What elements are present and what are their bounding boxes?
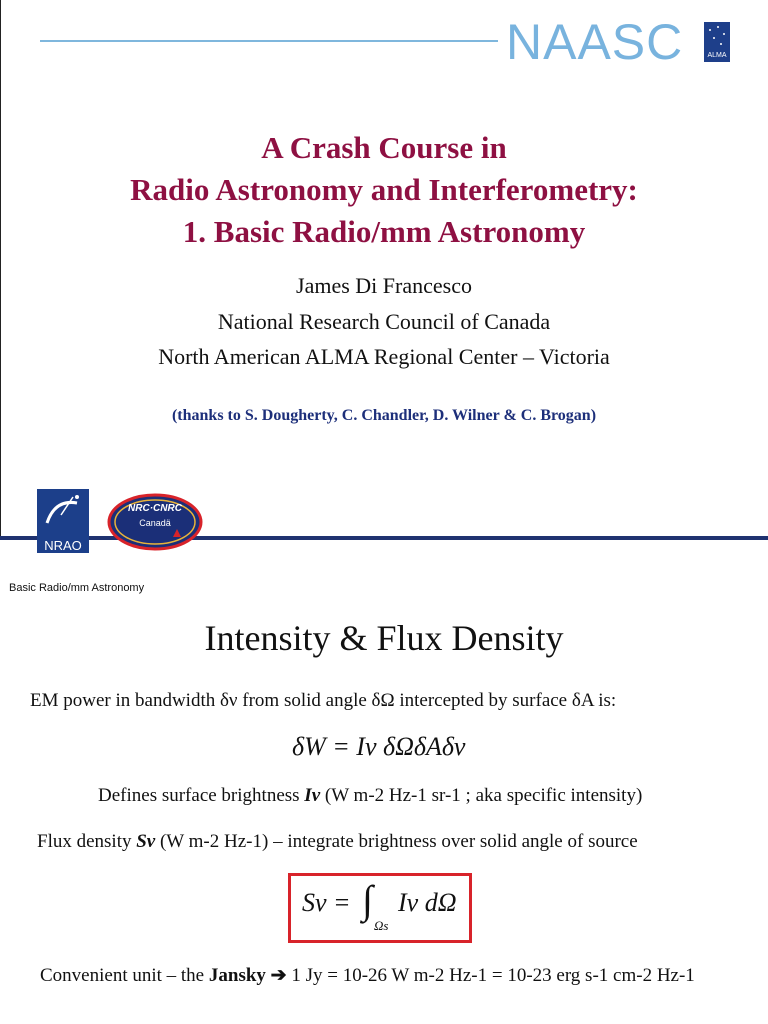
title-line-1: A Crash Course in	[261, 130, 507, 165]
definition-prefix: Defines surface brightness	[98, 785, 305, 806]
header-rule	[40, 40, 498, 42]
power-equation: δW = Iν δΩδAδν	[292, 732, 466, 761]
intro-line: EM power in bandwidth δν from solid angle δΩ intercepted by surface δA is:	[30, 690, 617, 711]
integral-sign: ∫	[362, 877, 373, 922]
flux-symbol: Sν	[136, 831, 156, 852]
title-line-3: 1. Basic Radio/mm Astronomy	[182, 214, 586, 249]
dish-icon	[37, 489, 89, 537]
affiliation-1: National Research Council of Canada	[217, 309, 551, 334]
flux-equation-lhs: Sν =	[302, 888, 351, 917]
nrc-logo-text: NRC·CNRC	[128, 503, 182, 514]
canada-wordmark: Canadä	[139, 518, 171, 528]
flux-description: (W m-2 Hz-1) – integrate brightness over solid angle of source	[155, 831, 638, 852]
title-line-2: Radio Astronomy and Interferometry:	[130, 172, 638, 207]
flux-prefix: Flux density	[37, 831, 137, 852]
jansky-word: Jansky	[208, 965, 266, 986]
author-name: James Di Francesco	[296, 273, 472, 298]
flux-density-line	[37, 830, 638, 854]
footer-text: Basic Radio/mm Astronomy	[9, 582, 145, 594]
flux-equation-rhs: Iν dΩ	[398, 888, 457, 917]
jansky-line	[40, 964, 695, 988]
affiliation-2: North American ALMA Regional Center – Victoria	[158, 344, 610, 369]
stars-icon	[704, 22, 730, 52]
surface-brightness-symbol: Iν	[304, 785, 321, 806]
definition-line	[98, 784, 642, 808]
nrao-logo-text: NRAO	[44, 538, 82, 553]
slide-title: Intensity & Flux Density	[204, 618, 564, 658]
definition-units: (W m-2 Hz-1 sr-1 ; aka specific intensity)	[320, 785, 643, 806]
integral-subscript: Ωs	[374, 918, 389, 933]
jansky-definition: 1 Jy = 10-26 W m-2 Hz-1 = 10-23 erg s-1 cm-2 Hz-1	[286, 965, 695, 986]
alma-logo-text: ALMA	[707, 52, 727, 59]
arrow-icon: ➔	[270, 965, 287, 986]
acknowledgements: (thanks to S. Dougherty, C. Chandler, D. Wilner & C. Brogan)	[171, 407, 597, 424]
jansky-prefix: Convenient unit – the	[40, 965, 209, 986]
naasc-logo: NAASC	[506, 14, 684, 70]
